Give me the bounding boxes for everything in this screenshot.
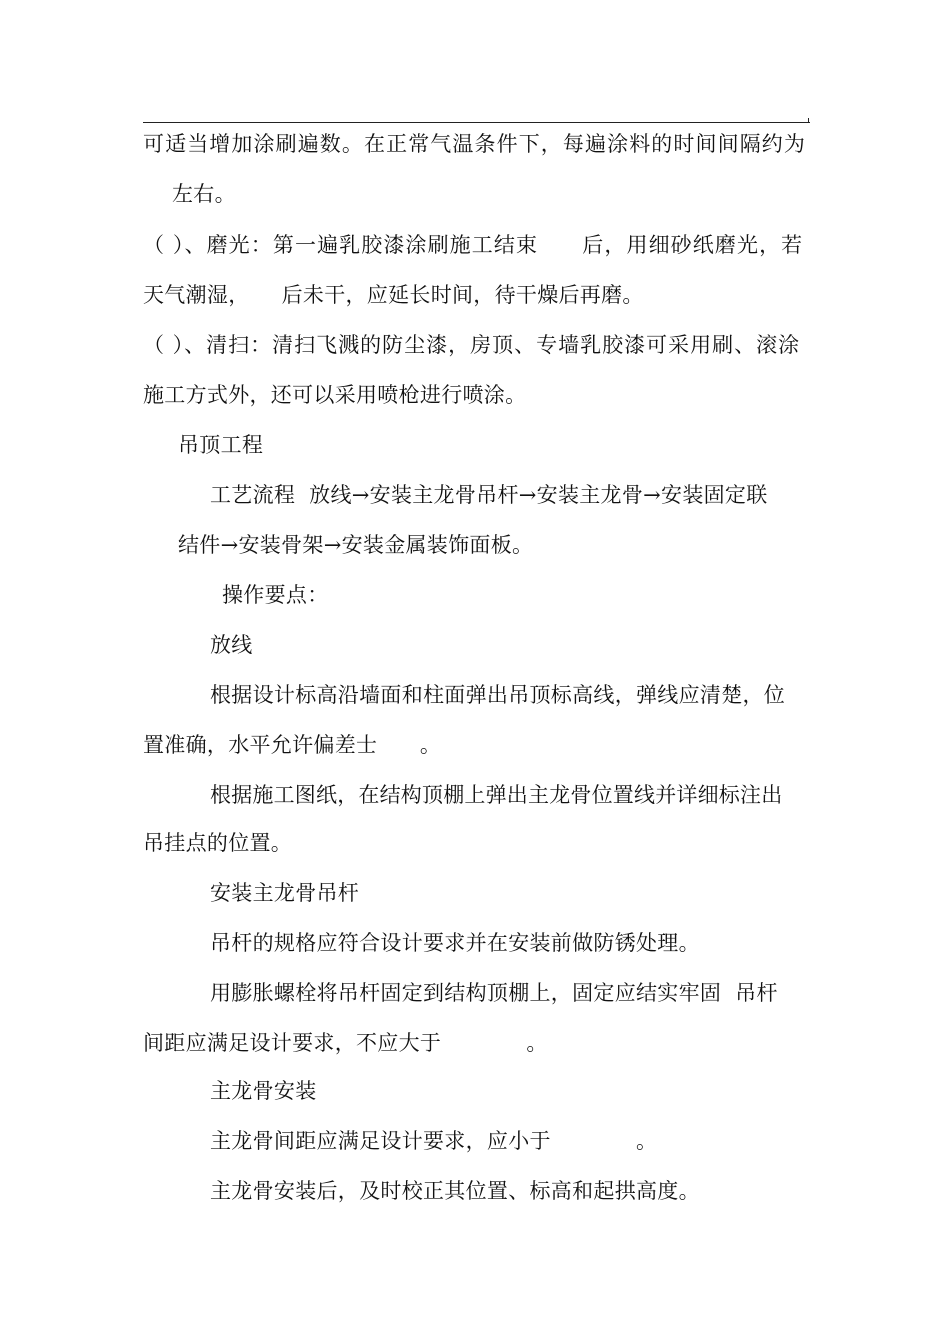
text-line: 结件→安装骨架→安装金属装饰面板。 [178,533,534,557]
subheading: 安装主龙骨吊杆 [210,881,360,905]
text-line: 天气潮湿， 后未干，应延长时间，待干燥后再磨。 [143,283,644,307]
section-heading: 吊顶工程 [178,433,264,457]
text-line: 施工方式外，还可以采用喷枪进行喷涂。 [143,383,527,407]
text-line: 吊杆的规格应符合设计要求并在安装前做防锈处理。 [210,931,700,955]
text-line: （ ）、清扫：清扫飞溅的防尘漆，房顶、专墙乳胶漆可采用刷、滚涂 [143,333,801,357]
text-line: 主龙骨安装后，及时校正其位置、标高和起拱高度。 [210,1179,700,1203]
text-line: 用膨胀螺栓将吊杆固定到结构顶棚上，固定应结实牢固 吊杆 [210,981,778,1005]
text-line: （ ）、磨光：第一遍乳胶漆涂刷施工结束 后，用细砂纸磨光，若 [143,233,804,257]
header-rule [143,122,810,123]
subheading: 操作要点： [222,583,329,607]
text-line: 根据设计标高沿墙面和柱面弹出吊顶标高线，弹线应清楚，位 [210,683,786,707]
subheading: 主龙骨安装 [210,1079,317,1103]
text-line: 间距应满足设计要求，不应大于 。 [143,1031,548,1055]
text-line: 工艺流程 放线→安装主龙骨吊杆→安装主龙骨→安装固定联 [210,483,768,507]
text-line: 左右。 [172,182,236,206]
text-line: 可适当增加涂刷遍数。在正常气温条件下，每遍涂料的时间间隔约为 [143,132,806,156]
header-rule-tick [808,118,809,123]
text-line: 主龙骨间距应满足设计要求，应小于 。 [210,1129,658,1153]
text-line: 根据施工图纸，在结构顶棚上弹出主龙骨位置线并详细标注出 [210,783,783,807]
text-line: 置准确，水平允许偏差士 。 [143,733,442,757]
subheading: 放线 [210,633,253,657]
text-line: 吊挂点的位置。 [143,831,293,855]
